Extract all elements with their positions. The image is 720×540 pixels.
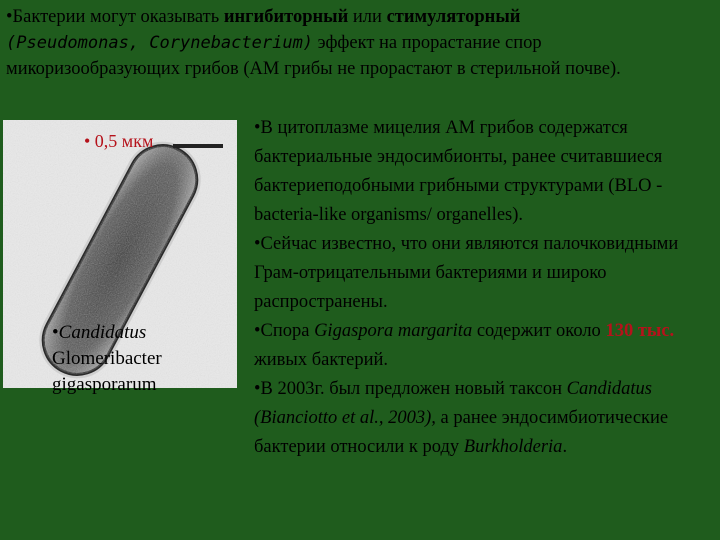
bullet-taxon-text-2: а ранее эндосимбиотические бактерии относили к роду (254, 408, 669, 457)
bullet-new-taxon (254, 375, 716, 462)
bullet-taxon-text-1: •В 2003г. был предложен новый таксон (254, 379, 567, 399)
caption-bullet: • (52, 322, 59, 343)
bullet-taxon-end: . (562, 437, 568, 457)
bullet-endosymbionts: •В цитоплазме мицелия АМ грибов содержатся бактериальные эндосимбионты, ранее считавшиеся бактериеподобными грибными структурами (BLO - bacteria-like organisms/ organelles). (254, 118, 663, 225)
scale-bar-label: • 0,5 мкм (84, 131, 154, 151)
caption-genus: Candidatus (58, 322, 147, 343)
bullet-gigaspora (254, 317, 716, 375)
bullet-gigaspora-species: Gigaspora margarita (314, 321, 473, 341)
intro-bullet: • (6, 7, 13, 27)
bullet-gigaspora-count: 130 тыс. (605, 321, 675, 341)
intro-genera: (Pseudomonas, Corynebacterium) (6, 33, 314, 53)
intro-bold-stimulatory: стимуляторный (386, 7, 521, 27)
intro-text-3: эффект на прорастание спор микоризообразующих грибов (АМ грибы не прорастают в стерильной почве). (6, 33, 621, 79)
caption-line-3: gigasporarum (52, 374, 157, 395)
bullet-taxon-genus: Burkholderia (463, 437, 563, 457)
bullet-list (254, 114, 716, 462)
bullet-taxon-citation: Candidatus (Bianciotto et al., 2003), (254, 379, 652, 428)
bullet-gram-negative: •Сейчас известно, что они являются палочковидными Грам-отрицательными бактериями и широко распространены. (254, 234, 679, 312)
bullet-gigaspora-text-3: живых бактерий. (254, 350, 389, 370)
intro-text-1: Бактерии могут оказывать (12, 7, 224, 27)
caption-line-2: Glomeribacter (52, 348, 162, 369)
intro-bold-inhibitory: ингибиторный (223, 7, 349, 27)
intro-text-2: или (348, 7, 387, 27)
bullet-gigaspora-text-2: содержит около (472, 321, 606, 341)
intro-paragraph (6, 4, 711, 82)
image-caption (52, 320, 232, 398)
bullet-gigaspora-text-1: •Спора (254, 321, 315, 341)
